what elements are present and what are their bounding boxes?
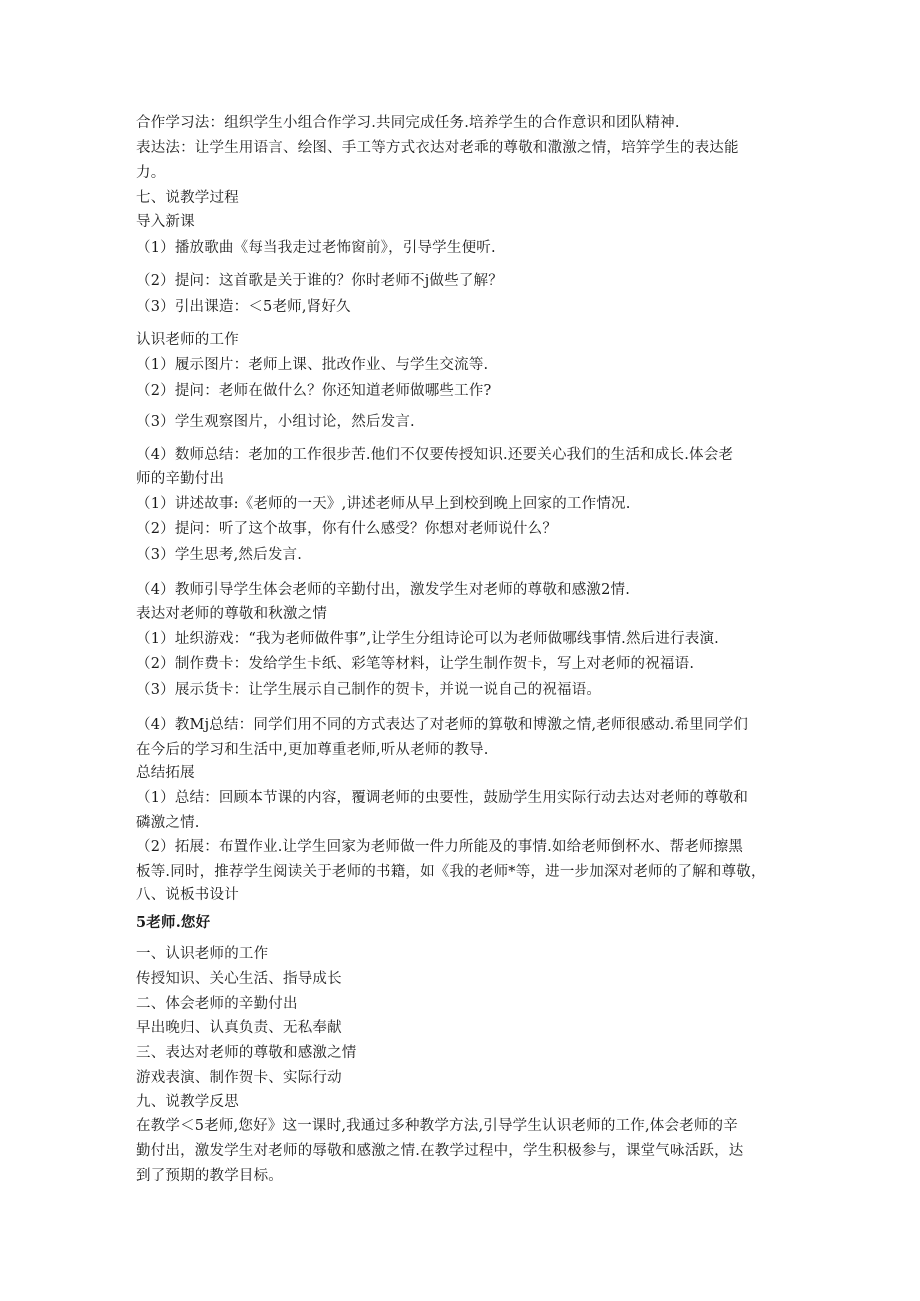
respect-step-1: （1）址织游戏：“我为老师做件事”,让学生分组诗论可以为老师做哪线事情.然后进行表演.: [136, 631, 719, 647]
method-expression-cont: 力。: [136, 165, 166, 181]
method-expression: 表达法：让学生用语言、绘图、手工等方式衣达对老乖的尊敬和潵激之情，培笄学生的表达能: [136, 140, 739, 156]
section-heading-process: 七、说教学过程: [136, 190, 239, 206]
work-step-2: （2）提问：老师在做什么？你还知道老师做哪些工作?: [136, 383, 492, 399]
respect-step-4-cont: 在今后的学习和生活中,更加尊重老师,听从老师的教导.: [136, 742, 489, 758]
method-cooperative: 合作学习法：组织学生小组合作学习.共同完成任务.培养学生的合作意识和团队精神.: [136, 115, 680, 131]
summary-step-1-cont: 磷激之情.: [136, 815, 200, 831]
hardwork-step-2: （2）提问：听了这个故事，你有什么感受？你想对老师说什么？: [136, 521, 558, 537]
respect-step-4: （4）教Mj总结：同学们用不同的方式表达了对老师的算敬和博激之情,老师很感动.希里同学们: [136, 717, 749, 733]
hardwork-step-4: （4）教师引导学生体会老师的辛勤付出，激发学生对老师的尊敬和感激2情.: [136, 582, 631, 598]
board-point-3-detail: 游戏表演、制作贺卡、实际行动: [136, 1070, 342, 1086]
subheading-summary: 总结拓展: [136, 765, 195, 781]
board-point-3: 三、表达对老师的尊敬和感激之情: [136, 1045, 357, 1061]
section-heading-board: 八、说板书设计: [136, 887, 239, 903]
summary-step-2-cont: 板等.同时，推荐学生阅读关于老师的书籍，如《我的老师*等，进一步加深对老师的了解和尊敬，: [136, 864, 766, 880]
reflection-line-3: 到了预期的教学目标。: [136, 1168, 283, 1184]
subheading-express-respect: 表达对老师的尊敬和秋激之情: [136, 606, 328, 622]
respect-step-3: （3）展示货卡：让学生展示自己制作的贺卡，并说一说自己的祝福语。: [136, 682, 602, 698]
hardwork-step-1: （1）讲述故事:《老师的一天》,讲述老师从早上到校到晚上回家的工作情况.: [136, 496, 631, 512]
summary-step-2: （2）拓展：布置作业.让学生回家为老师做一件力所能及的事情.如给老师倒杯水、帮老师擦黑: [136, 839, 744, 855]
respect-step-2: （2）制作费卡：发给学生卡纸、彩笔等材料，让学生制作贺卡，写上对老师的祝福语.: [136, 656, 695, 672]
board-title: 5老师.您好: [136, 914, 211, 931]
subheading-teacher-work: 认识老师的工作: [136, 332, 239, 348]
hardwork-step-3: （3）学生思考,然后发言.: [136, 547, 303, 563]
work-step-1: （1）履示图片：老师上课、批改作业、与学生交流等.: [136, 357, 489, 373]
intro-step-3: （3）引出课造：＜5老师,肾好久: [136, 299, 351, 315]
reflection-line-1: 在教学＜5老师,您好》这一课时,我通过多种教学方法,引导学生认识老师的工作,体会老师的辛: [136, 1118, 738, 1134]
intro-step-2: （2）提问：这首歌是关于谁的？你时老师不j做些了解？: [136, 273, 503, 289]
reflection-line-2: 勤付出，激发学生对老师的辱敬和感激之情.在教学过程中，学生积极参与，课堂气咏活跃，达: [136, 1143, 744, 1159]
board-point-1-detail: 传授知识、关心生活、指导成长: [136, 971, 342, 987]
section-heading-reflection: 九、说教学反思: [136, 1094, 239, 1110]
board-point-2: 二、体会老师的辛勤付出: [136, 996, 298, 1012]
work-step-3: （3）学生观察图片，小组讨论，然后发言.: [136, 414, 415, 430]
board-point-1: 一、认识老师的工作: [136, 946, 269, 962]
work-step-4: （4）数师总结：老加的工作很步苦.他们不仅要传授知识.还要关心我们的生活和成长.体会老: [136, 447, 734, 463]
subheading-intro: 导入新课: [136, 214, 195, 230]
board-point-2-detail: 早出晚归、认真负责、无私奉献: [136, 1020, 342, 1036]
intro-step-1: （1）播放歌曲《每当我走过老怖窗前》，引导学生便听.: [136, 240, 496, 256]
subheading-hard-work: 师的辛勤付出: [136, 471, 225, 487]
summary-step-1: （1）总结：回顾本节课的内容，覆调老师的虫要性，鼓励学生用实际行动去达对老师的尊敬和: [136, 790, 749, 806]
